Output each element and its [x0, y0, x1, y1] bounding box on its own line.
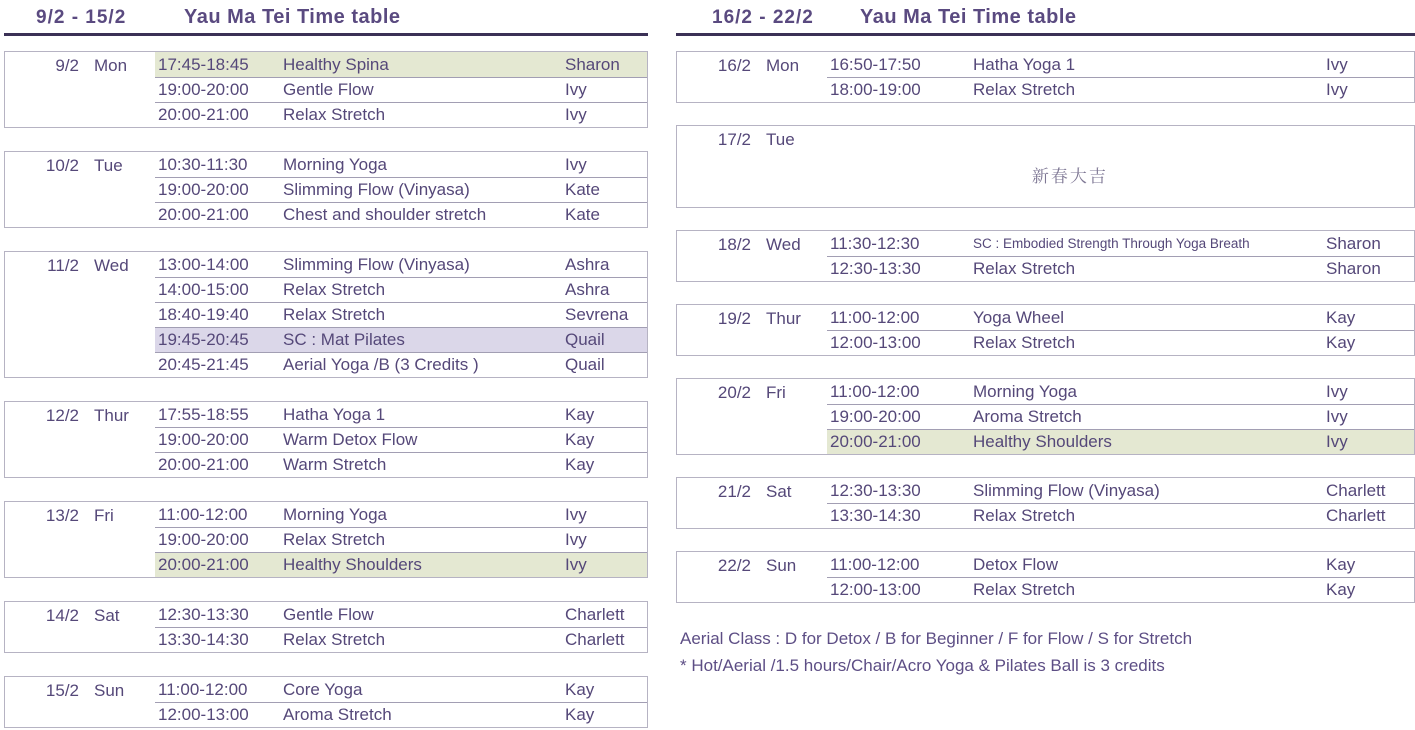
class-row	[827, 552, 1414, 577]
class-row	[155, 77, 647, 102]
teacher-name: Kay	[565, 404, 595, 424]
class-row	[155, 152, 647, 177]
weekday-label: Mon	[94, 56, 128, 75]
teacher-name: Ivy	[1326, 432, 1348, 451]
class-time: 12:30-13:30	[830, 259, 921, 278]
class-time: 18:00-19:00	[830, 80, 921, 99]
class-name: Aroma Stretch	[283, 705, 392, 724]
teacher-name: Kay	[565, 705, 595, 724]
class-name: Gentle Flow	[283, 80, 374, 99]
class-name: Healthy Shoulders	[283, 555, 422, 574]
date-label: 15/2	[45, 681, 79, 700]
day-block-14-2	[4, 601, 648, 653]
class-time: 11:00-12:00	[158, 504, 248, 524]
class-time: 19:00-20:00	[158, 80, 249, 99]
class-name: Morning Yoga	[973, 381, 1077, 401]
footnotes	[676, 625, 1415, 679]
day-label	[5, 402, 155, 477]
class-time: 11:30-12:30	[830, 233, 920, 253]
weekday-label: Sun	[94, 681, 125, 700]
class-row	[155, 527, 647, 552]
week-header-2	[676, 0, 1415, 33]
class-time: 10:30-11:30	[158, 154, 248, 174]
teacher-name: Charlett	[1326, 480, 1386, 500]
class-name: Relax Stretch	[283, 105, 386, 124]
date-label: 19/2	[717, 309, 751, 328]
class-rows	[155, 602, 647, 652]
date-range: 9/2 - 15/2	[36, 7, 127, 28]
class-name: Slimming Flow (Vinyasa)	[283, 254, 470, 274]
day-label	[677, 552, 827, 602]
day-block-9-2	[4, 51, 648, 128]
class-row	[155, 302, 647, 327]
class-row	[155, 702, 647, 727]
class-name: Aerial Yoga /B (3 Credits )	[283, 355, 479, 374]
class-row	[827, 305, 1414, 330]
class-time: 11:00-12:00	[830, 381, 920, 401]
weekday-label: Tue	[94, 156, 123, 175]
class-time: 19:00-20:00	[158, 530, 249, 549]
class-rows	[155, 152, 647, 227]
teacher-name: Ashra	[565, 254, 610, 274]
teacher-name: Ivy	[565, 80, 587, 99]
teacher-name: Sharon	[1326, 259, 1381, 278]
day-block-12-2	[4, 401, 648, 478]
class-row	[827, 256, 1414, 281]
class-name: Relax Stretch	[283, 630, 386, 649]
week-column-2	[676, 0, 1415, 679]
teacher-name: Kay	[565, 430, 595, 449]
class-name: Hatha Yoga 1	[973, 54, 1076, 74]
class-rows	[827, 305, 1414, 355]
class-name: Relax Stretch	[283, 305, 386, 324]
teacher-name: Quail	[565, 330, 605, 349]
class-row	[827, 77, 1414, 102]
teacher-name: Sharon	[1326, 233, 1381, 253]
date-label: 16/2	[717, 56, 751, 75]
class-name: Relax Stretch	[283, 530, 386, 549]
class-time: 14:00-15:00	[158, 280, 249, 299]
weekday-label: Wed	[766, 235, 801, 254]
class-name: Warm Detox Flow	[283, 430, 418, 449]
class-name: Slimming Flow (Vinyasa)	[973, 480, 1160, 500]
class-time: 12:30-13:30	[158, 604, 249, 624]
class-time: 20:00-21:00	[158, 455, 249, 474]
class-row	[827, 478, 1414, 503]
class-name: Healthy Shoulders	[973, 432, 1112, 451]
class-name: Relax Stretch	[973, 506, 1076, 525]
class-row	[827, 52, 1414, 77]
class-name: Chest and shoulder stretch	[283, 205, 487, 224]
teacher-name: Sevrena	[565, 305, 629, 324]
weekday-label: Sat	[766, 482, 792, 501]
class-time: 19:00-20:00	[158, 430, 249, 449]
class-rows	[155, 502, 647, 577]
teacher-name: Kay	[1326, 333, 1356, 352]
day-label	[5, 252, 155, 377]
class-row	[155, 177, 647, 202]
teacher-name: Ivy	[565, 105, 587, 124]
date-label: 21/2	[717, 482, 751, 501]
class-row	[155, 627, 647, 652]
class-name: Aroma Stretch	[973, 407, 1082, 426]
class-name: Relax Stretch	[283, 280, 386, 299]
class-rows	[155, 402, 647, 477]
day-label	[5, 502, 155, 577]
date-label: 9/2	[55, 56, 79, 75]
day-block-21-2	[676, 477, 1415, 529]
date-label: 14/2	[45, 606, 79, 625]
day-block-15-2	[4, 676, 648, 728]
day-block-13-2	[4, 501, 648, 578]
date-label: 12/2	[45, 406, 79, 425]
class-time: 11:00-12:00	[830, 554, 920, 574]
weekday-label: Tue	[766, 130, 795, 149]
teacher-name: Ivy	[1326, 407, 1348, 426]
day-block-16-2	[676, 51, 1415, 103]
class-time: 18:40-19:40	[158, 305, 249, 324]
day-label	[5, 602, 155, 652]
date-label: 22/2	[717, 556, 751, 575]
class-name: Relax Stretch	[973, 580, 1076, 599]
date-label: 20/2	[717, 383, 751, 402]
date-label: 13/2	[45, 506, 79, 525]
class-time: 20:00-21:00	[158, 555, 249, 574]
class-row	[155, 427, 647, 452]
class-time: 19:00-20:00	[830, 407, 921, 426]
teacher-name: Ivy	[565, 154, 587, 174]
class-row	[155, 677, 647, 702]
class-time: 20:45-21:45	[158, 355, 249, 374]
class-name: Hatha Yoga 1	[283, 404, 386, 424]
weekday-label: Thur	[766, 309, 801, 328]
weekday-label: Wed	[94, 256, 129, 275]
class-name: SC : Embodied Strength Through Yoga Breath	[973, 236, 1250, 251]
class-row	[155, 602, 647, 627]
week-column-1	[4, 0, 648, 728]
class-rows	[827, 552, 1414, 602]
teacher-name: Charlett	[565, 630, 625, 649]
class-row	[155, 252, 647, 277]
class-time: 12:00-13:00	[158, 705, 249, 724]
class-time: 20:00-21:00	[830, 432, 921, 451]
class-row	[155, 52, 647, 77]
class-time: 11:00-12:00	[158, 679, 248, 699]
day-blocks	[676, 36, 1415, 603]
class-rows	[827, 379, 1414, 454]
day-label	[677, 52, 827, 102]
class-name: Morning Yoga	[283, 504, 387, 524]
teacher-name: Kay	[1326, 554, 1356, 574]
teacher-name: Charlett	[565, 604, 625, 624]
day-label	[5, 52, 155, 127]
teacher-name: Ivy	[565, 530, 587, 549]
class-time: 13:30-14:30	[830, 506, 921, 525]
teacher-name: Kay	[565, 455, 595, 474]
class-row	[827, 404, 1414, 429]
day-block-22-2	[676, 551, 1415, 603]
teacher-name: Sharon	[565, 54, 620, 74]
teacher-name: Ivy	[1326, 381, 1348, 401]
class-time: 17:55-18:55	[158, 404, 249, 424]
teacher-name: Quail	[565, 355, 605, 374]
class-rows	[155, 52, 647, 127]
class-name: Gentle Flow	[283, 604, 374, 624]
class-row	[155, 327, 647, 352]
class-name: Relax Stretch	[973, 333, 1076, 352]
date-label: 17/2	[717, 130, 751, 149]
class-row	[155, 202, 647, 227]
class-name: Healthy Spina	[283, 54, 389, 74]
class-time: 12:00-13:00	[830, 333, 921, 352]
class-name: SC : Mat Pilates	[283, 330, 405, 349]
class-row	[827, 577, 1414, 602]
timetable-title: Yau Ma Tei Time table	[184, 6, 401, 28]
day-block-10-2	[4, 151, 648, 228]
day-label	[5, 677, 155, 727]
class-row	[155, 102, 647, 127]
class-rows	[827, 126, 1414, 207]
class-rows	[827, 52, 1414, 102]
class-time: 11:00-12:00	[830, 307, 920, 327]
note-credits: * Hot/Aerial /1.5 hours/Chair/Acro Yoga & Pilates Ball is 3 credits	[680, 656, 1165, 675]
class-name: Morning Yoga	[283, 154, 387, 174]
class-time: 12:00-13:00	[830, 580, 921, 599]
class-time: 19:45-20:45	[158, 330, 249, 349]
class-time: 17:45-18:45	[158, 54, 249, 74]
teacher-name: Ivy	[565, 555, 587, 574]
class-row	[155, 277, 647, 302]
holiday-greeting: 新春大吉	[1031, 167, 1108, 186]
class-time: 13:30-14:30	[158, 630, 249, 649]
teacher-name: Kay	[565, 679, 595, 699]
day-label	[5, 152, 155, 227]
teacher-name: Ivy	[1326, 54, 1348, 74]
class-time: 12:30-13:30	[830, 480, 921, 500]
day-label	[677, 478, 827, 528]
day-block-11-2	[4, 251, 648, 378]
class-row	[827, 231, 1414, 256]
teacher-name: Kay	[1326, 307, 1356, 327]
class-row	[155, 402, 647, 427]
note-aerial-class: Aerial Class : D for Detox / B for Beginner / F for Flow / S for Stretch	[680, 629, 1193, 648]
class-time: 20:00-21:00	[158, 105, 249, 124]
teacher-name: Kate	[565, 180, 600, 199]
teacher-name: Ashra	[565, 280, 610, 299]
day-block-19-2	[676, 304, 1415, 356]
class-name: Slimming Flow (Vinyasa)	[283, 180, 470, 199]
class-row	[155, 552, 647, 577]
class-time: 16:50-17:50	[830, 54, 921, 74]
class-row	[155, 502, 647, 527]
date-range: 16/2 - 22/2	[712, 7, 814, 28]
teacher-name: Charlett	[1326, 506, 1386, 525]
class-row	[155, 452, 647, 477]
weekday-label: Sat	[94, 606, 120, 625]
teacher-name: Ivy	[1326, 80, 1348, 99]
class-name: Relax Stretch	[973, 259, 1076, 278]
day-label	[677, 305, 827, 355]
weekday-label: Sun	[766, 556, 797, 575]
class-name: Yoga Wheel	[973, 307, 1065, 327]
class-row	[155, 352, 647, 377]
day-block-18-2	[676, 230, 1415, 282]
date-label: 10/2	[45, 156, 79, 175]
class-name: Detox Flow	[973, 554, 1059, 574]
day-label	[677, 126, 827, 207]
class-row	[827, 379, 1414, 404]
class-rows	[827, 478, 1414, 528]
day-block-17-2	[676, 125, 1415, 208]
weekday-label: Fri	[766, 383, 786, 402]
timetable-title: Yau Ma Tei Time table	[860, 6, 1077, 28]
weekday-label: Thur	[94, 406, 129, 425]
day-blocks	[4, 36, 648, 728]
teacher-name: Kate	[565, 205, 600, 224]
class-name: Relax Stretch	[973, 80, 1076, 99]
class-row	[827, 330, 1414, 355]
class-row	[827, 429, 1414, 454]
date-label: 18/2	[717, 235, 751, 254]
day-label	[677, 231, 827, 281]
weekday-label: Fri	[94, 506, 114, 525]
class-row	[827, 503, 1414, 528]
date-label: 11/2	[47, 256, 79, 275]
day-label	[677, 379, 827, 454]
class-name: Warm Stretch	[283, 455, 387, 474]
class-rows	[155, 252, 647, 377]
class-rows	[827, 231, 1414, 281]
class-name: Core Yoga	[283, 679, 363, 699]
teacher-name: Ivy	[565, 504, 587, 524]
class-rows	[155, 677, 647, 727]
class-time: 13:00-14:00	[158, 254, 249, 274]
week-header-1	[4, 0, 648, 33]
day-block-20-2	[676, 378, 1415, 455]
class-time: 20:00-21:00	[158, 205, 249, 224]
weekday-label: Mon	[766, 56, 800, 75]
class-time: 19:00-20:00	[158, 180, 249, 199]
teacher-name: Kay	[1326, 580, 1356, 599]
